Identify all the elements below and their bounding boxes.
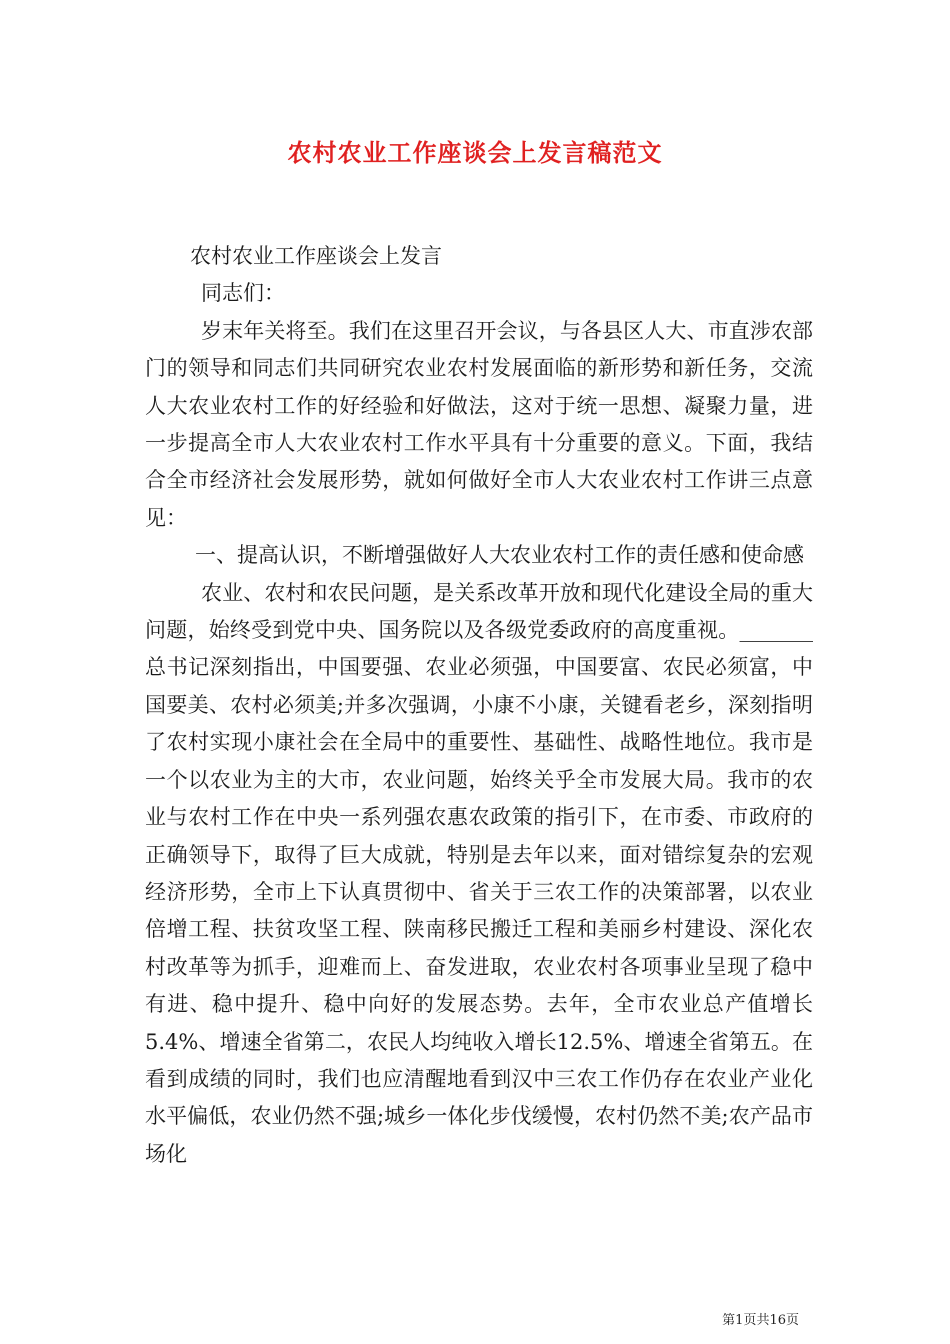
- paragraph-body: 农业、农村和农民问题，是关系改革开放和现代化建设全局的重大问题，始终受到党中央、国务院以及各级党委政府的高度重视。_______总书记深刻指出，中国要强、农业必须强，中国要富、农民必须富，中国要美、农村必须美;并多次强调，小康不小康，关键看老乡，深刻指明了农村实现小康社会在全局中的重要性、基础性、战略性地位。我市是一个以农业为主的大市，农业问题，始终关乎全市发展大局。我市的农业与农村工作在中央一系列强农惠农政策的指引下，在市委、市政府的正确领导下，取得了巨大成就，特别是去年以来，面对错综复杂的宏观经济形势，全市上下认真贯彻中、省关于三农工作的决策部署，以农业倍增工程、扶贫攻坚工程、陕南移民搬迁工程和美丽乡村建设、深化农村改革等为抓手，迎难而上、奋发进取，农业农村各项事业呈现了稳中有进、稳中提升、稳中向好的发展态势。去年，全市农业总产值增长5.4%、增速全省第二，农民人均纯收入增长12.5%、增速全省第五。在看到成绩的同时，我们也应清醒地看到汉中三农工作仍存在农业产业化水平偏低，农业仍然不强;城乡一体化步伐缓慢，农村仍然不美;农产品市场化: [145, 580, 813, 1166]
- greeting: 同志们：: [201, 281, 285, 306]
- paragraph-intro: 岁末年关将至。我们在这里召开会议，与各县区人大、市直涉农部门的领导和同志们共同研究农业农村发展面临的新形势和新任务，交流人大农业农村工作的好经验和好做法，这对于统一思想、凝聚力量，进一步提高全市人大农业农村工作水平具有十分重要的意义。下面，我结合全市经济社会发展形势，就如何做好全市人大农业农村工作讲三点意见：: [145, 318, 813, 530]
- document-body: [145, 238, 813, 1173]
- speech-subtitle: 农村农业工作座谈会上发言: [190, 244, 442, 268]
- page-number: 第1页共16页: [722, 1313, 799, 1328]
- document-title: 农村农业工作座谈会上发言稿范文: [287, 138, 663, 167]
- section-heading-1: 一、提高认识，不断增强做好人大农业农村工作的责任感和使命感: [195, 543, 804, 568]
